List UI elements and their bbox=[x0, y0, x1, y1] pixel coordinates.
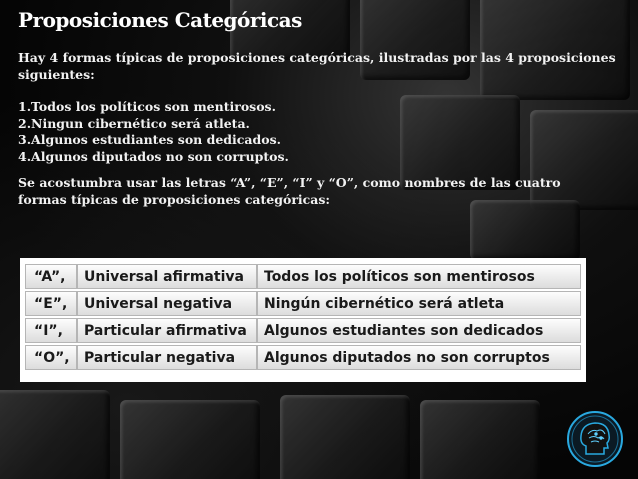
letter-cell: “I”, bbox=[25, 318, 77, 343]
type-cell: Particular negativa bbox=[77, 345, 257, 370]
table-row bbox=[25, 264, 581, 289]
type-cell: Universal afirmativa bbox=[77, 264, 257, 289]
categorical-table bbox=[20, 258, 586, 382]
type-cell: Particular afirmativa bbox=[77, 318, 257, 343]
letter-cell: “O”, bbox=[25, 345, 77, 370]
letter-cell: “A”, bbox=[25, 264, 77, 289]
body-text bbox=[18, 50, 618, 208]
slide-title: Proposiciones Categóricas bbox=[18, 8, 302, 32]
example-cell: Algunos estudiantes son dedicados bbox=[257, 318, 581, 343]
intro-line-2: siguientes: bbox=[18, 66, 95, 82]
example-item: 4.Algunos diputados no son corruptos. bbox=[18, 148, 289, 164]
table-row bbox=[25, 318, 581, 343]
brain-head-icon bbox=[566, 410, 624, 468]
table-row bbox=[25, 345, 581, 370]
closing-text bbox=[18, 175, 618, 208]
example-cell: Todos los políticos son mentirosos bbox=[257, 264, 581, 289]
example-cell: Ningún cibernético será atleta bbox=[257, 291, 581, 316]
example-cell: Algunos diputados no son corruptos bbox=[257, 345, 581, 370]
closing-line-2: formas típicas de proposiciones categóricas: bbox=[18, 191, 331, 207]
example-item: 2.Ningun cibernético será atleta. bbox=[18, 115, 250, 131]
type-cell: Universal negativa bbox=[77, 291, 257, 316]
example-item: 3.Algunos estudiantes son dedicados. bbox=[18, 132, 281, 147]
example-item: 1.Todos los políticos son mentirosos. bbox=[18, 99, 276, 114]
table-row bbox=[25, 291, 581, 316]
letter-cell: “E”, bbox=[25, 291, 77, 316]
examples-list bbox=[18, 99, 618, 165]
closing-line-1: Se acostumbra usar las letras “A”, “E”, “I” y “O”, como nombres de las cuatro bbox=[18, 175, 561, 190]
intro-line-1: Hay 4 formas típicas de proposiciones categóricas, ilustradas por las 4 proposiciones bbox=[18, 50, 616, 65]
